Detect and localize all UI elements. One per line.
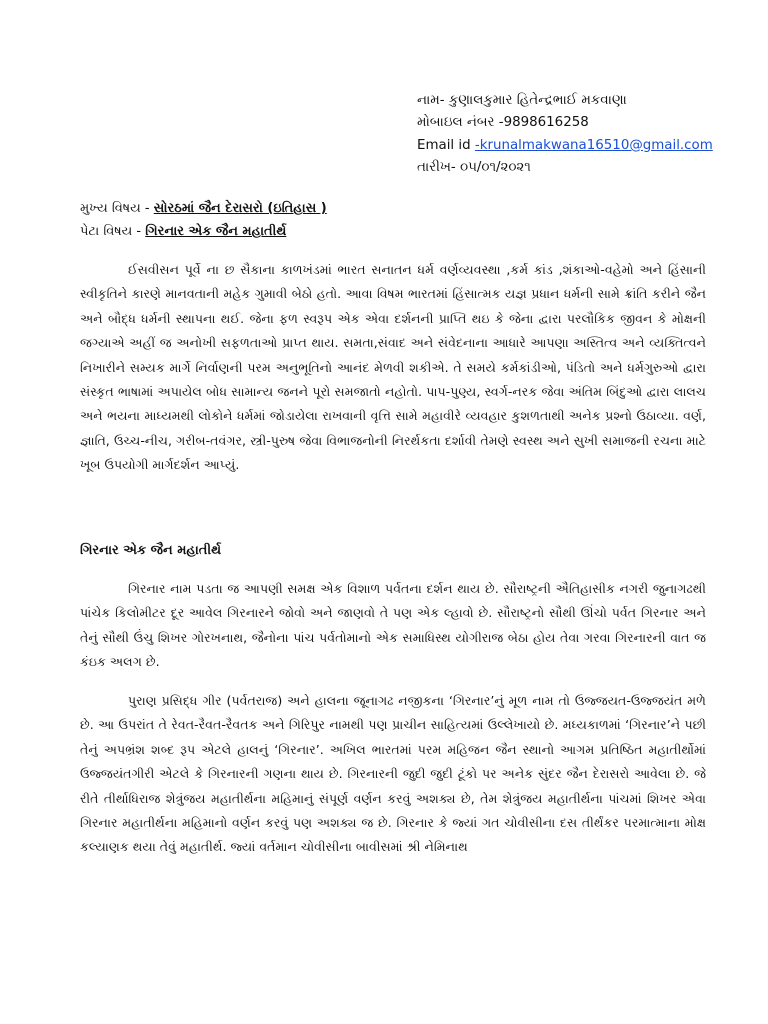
main-subject-label: મુખ્ય વિષય - [80, 201, 154, 216]
sub-subject-value: ગિરનાર એક જૈન મહાતીર્થ [145, 224, 287, 239]
body-paragraph: પુરાણ પ્રસિદ્ધ ગીર (પર્વતરાજ) અને હાલના જૂનાગઢ નજીકના ‘ગિરનાર’નું મૂળ નામ તો ઉજ્જયત-ઉજ્જયંત મળે છે. આ ઉપરાંત તે રેવત-રૈવત-રૈવતક અને ગિરિપુર નામથી પણ પ્રાચીન સાહિત્યમાં ઉલ્લેખાયો છે. મધ્યકાળમાં ‘ગિરનાર’ને પછી તેનું અપભ્રંશ શબ્દ રૂપ એટલે હાલનું ‘ગિરનાર’. અખિલ ભારતમાં પરમ મહિજન જૈન સ્થાનો આગમ પ્રતિષ્ઠિત મહાતીર્થોમાં ઉજ્જયંતગીરી એટલે કે ગિરનારની ગણના થાય છે. ગિરનારની જુદી જુદી ટૂંકો પર અનેક સુંદર જૈન દેરાસરો આવેલા છે. જે રીતે તીર્થાધિરાજ શેત્રુંજય મહાતીર્થના મહિમાનું સંપૂર્ણ વર્ણન કરવું અશક્ય છે, તેમ શેત્રુંજય મહાતીર્થના પાંચમાં શિખર એવા ગિરનાર મહાતીર્થના મહિમાનો વર્ણન કરવું પણ અશક્ય જ છે. ગિરનાર કે જ્યાં ગત ચોવીસીના દસ તીર્થંકર પરમાત્માના મોક્ષ કલ્યાણક થયા તેવું મહાતીર્થ. જ્યાં વર્તમાન ચોવીસીના બાવીસમાં શ્રી નેમિનાથ [80, 693, 706, 855]
email-line [417, 135, 713, 157]
main-subject-value: સોરઠમાં જૈન દેરાસરો (ઇતિહાસ ) [153, 201, 327, 216]
sub-subject [80, 220, 327, 243]
mobile-number: મોબાઇલ નંબર -9898616258 [417, 115, 589, 131]
sub-subject-label: પેટા વિષય - [80, 224, 146, 239]
subject-block [80, 197, 327, 243]
author-details [417, 90, 713, 180]
section-heading: ગિરનાર એક જૈન મહાતીર્થ [80, 543, 222, 558]
email-label: Email id [417, 137, 475, 153]
intro-paragraph: ઈસવીસન પૂર્વે ના છ સૈકાના કાળખંડમાં ભારત સનાતન ધર્મ વર્ણવ્યવસ્થા ,કર્મ કાંડ ,શંકાઓ-વહેમો અને હિંસાની સ્વીકૃતિને કારણે માનવતાની મહેક ગુમાવી બેઠો હતો. આવા વિષમ ભારતમાં હિંસાત્મક યજ્ઞ પ્રધાન ધર્મની સામે ક્રાંતિ કરીને જૈન અને બૌદ્ધ ધર્મની સ્થાપના થઈ. જેના ફળ સ્વરૂપ એક એવા દર્શનની પ્રાપ્તિ થઇ કે જેના દ્વારા પરલૌકિક જીવન કે મોક્ષની જગ્યાએ અહીં જ અનોખી સફળતાઓ પ્રાપ્ત થાય. સમતા,સંવાદ અને સંવેદનાના આધારે આપણા અસ્તિત્વ અને વ્યક્તિત્વને નિખારીને સમ્યક માર્ગે નિર્વાણની પરમ અનુભૂતિનો આનંદ મેળવી શકીએ. તે સમયે કર્મકાંડીઓ, પંડિતો અને ધર્મગુરુઓ દ્વારા સંસ્કૃત ભાષામાં અપાયેલ બોધ સામાન્ય જનને પૂરો સમજાતો નહોતો. પાપ-પુણ્ય, સ્વર્ગ-નરક જેવા અંતિમ બિંદુઓ દ્વારા લાલચ અને ભયના માધ્યમથી લોકોને ધર્મમાં જોડાયેલા રાખવાની વૃત્તિ સામે મહાવીરે વ્યવહાર કુશળતાથી અનેક પ્રશ્નો ઉઠાવ્યા. વર્ણ, જ્ઞાતિ, ઉચ્ચ-નીચ, ગરીબ-તવંગર, સ્ત્રી-પુરુષ જેવા વિભાજનોની નિરર્થકતા દર્શાવી તેમણે સ્વસ્થ અને સુખી સમાજની રચના માટે ખૂબ ઉપયોગી માર્ગદર્શન આપ્યું. [80, 262, 706, 473]
author-name: નામ- કુણાલકુમાર હિતેન્દ્રભાઈ મકવાણા [417, 93, 627, 108]
body-paragraph: ગિરનાર નામ પડતા જ આપણી સમક્ષ એક વિશાળ પર્વતના દર્શન થાય છે. સૌરાષ્ટ્રની ઐતિહાસીક નગરી જુનાગઢથી પાંચેક કિલોમીટર દૂર આવેલ ગિરનારને જોવો અને જાણવો તે પણ એક લ્હાવો છે. સૌરાષ્ટ્રનો સૌથી ઊંચો પર્વત ગિરનાર અને તેનું સૌથી ઉંચુ શિખર ગોરખનાથ, જૈનોના પાંચ પર્વતોમાનો એક સમાધિસ્થ યોગીરાજ બેઠા હોય તેવા ગરવા ગિરનારની વાત જ કંઇક અલગ છે. [80, 581, 706, 670]
email-link[interactable]: -krunalmakwana16510@gmail.com [474, 137, 713, 153]
document-date: તારીખ- ૦૫/૦૧/૨૦૨૧ [417, 160, 531, 176]
main-subject [80, 197, 327, 220]
